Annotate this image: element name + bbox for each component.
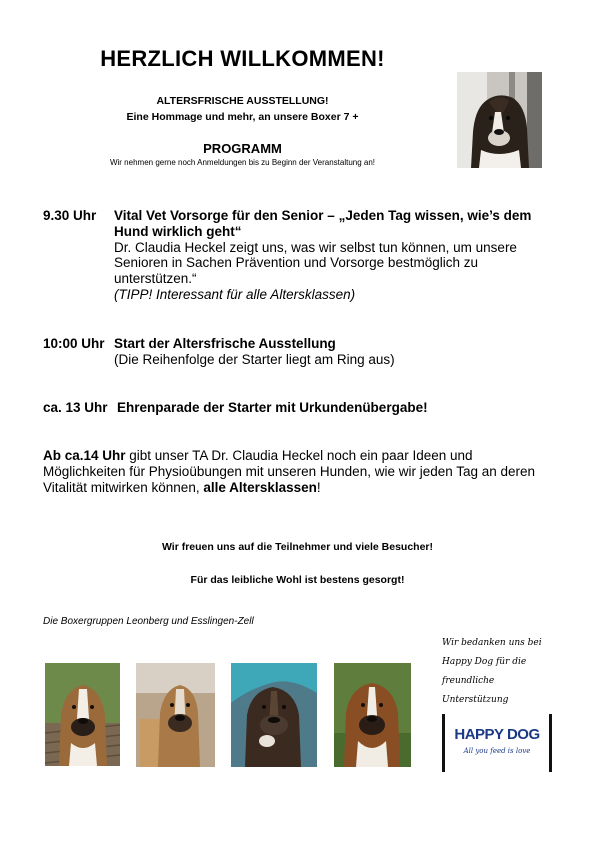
- afternoon-text: gibt unser TA Dr. Claudia Heckel noch ein paar Ideen und Möglichkeiten für Physioübungen mit unseren Hunden, wie wir jeden Tag an deren Vitalität mitwirken können,: [43, 448, 536, 495]
- afternoon-paragraph: [43, 448, 543, 496]
- schedule-item-2: [114, 336, 554, 368]
- logo-brand-text: HAPPY DOG: [454, 726, 540, 743]
- program-note: Wir nehmen gerne noch Anmeldungen bis zu Beginn der Veranstaltung an!: [109, 158, 376, 167]
- closing-line-catering: Für das leibliche Wohl ist bestens gesorgt!: [190, 574, 405, 586]
- schedule-tip-1: (TIPP! Interessant für alle Altersklassen): [114, 286, 356, 302]
- schedule-text-2: (Die Reihenfolge der Starter liegt am Ring aus): [114, 351, 395, 367]
- header-dog-photo: [457, 72, 542, 168]
- dog-photo-4: [334, 663, 411, 767]
- schedule-title-1: Vital Vet Vorsorge für den Senior – „Jeden Tag wissen, wie’s dem Hund wirklich geht“: [114, 208, 532, 239]
- schedule-title-3: Ehrenparade der Starter mit Urkundenübergabe!: [117, 400, 428, 415]
- logo-slogan: All you feed is love: [463, 747, 531, 755]
- schedule-time-2: 10:00 Uhr: [43, 336, 105, 351]
- program-heading: PROGRAMM: [203, 141, 282, 156]
- thanks-line-2: Happy Dog für die: [442, 657, 527, 667]
- thanks-line-4: Unterstützung: [442, 695, 509, 705]
- schedule-title-2: Start der Altersfrische Ausstellung: [114, 336, 336, 351]
- organizer-signature: Die Boxergruppen Leonberg und Esslingen-Zell: [43, 616, 254, 627]
- thanks-line-3: freundliche: [442, 676, 495, 686]
- event-subtitle: ALTERSFRISCHE AUSSTELLUNG!: [156, 95, 329, 107]
- page-title: HERZLICH WILLKOMMEN!: [100, 46, 385, 71]
- schedule-time-3: ca. 13 Uhr: [43, 400, 108, 415]
- schedule-text-1: Dr. Claudia Heckel zeigt uns, was wir selbst tun können, um unsere Senioren in Sachen Prävention und Vorsorge bestmöglich zu unterstützen.“: [114, 239, 517, 287]
- afternoon-time: Ab ca.14 Uhr: [43, 448, 126, 463]
- dog-photo-3: [231, 663, 317, 767]
- dog-photo-1: [45, 663, 120, 766]
- closing-line-visitors: Wir freuen uns auf die Teilnehmer und viele Besucher!: [161, 541, 434, 553]
- schedule-item-1: [114, 208, 554, 303]
- event-tagline: Eine Hommage und mehr, an unsere Boxer 7 +: [126, 111, 359, 123]
- afternoon-emphasis: alle Altersklassen: [203, 480, 317, 495]
- happy-dog-logo: [442, 714, 552, 772]
- thanks-line-1: Wir bedanken uns bei: [442, 638, 542, 648]
- afternoon-end: !: [316, 480, 321, 495]
- schedule-time-1: 9.30 Uhr: [43, 208, 97, 223]
- sponsor-thanks: [442, 634, 572, 710]
- dog-photo-2: [136, 663, 215, 767]
